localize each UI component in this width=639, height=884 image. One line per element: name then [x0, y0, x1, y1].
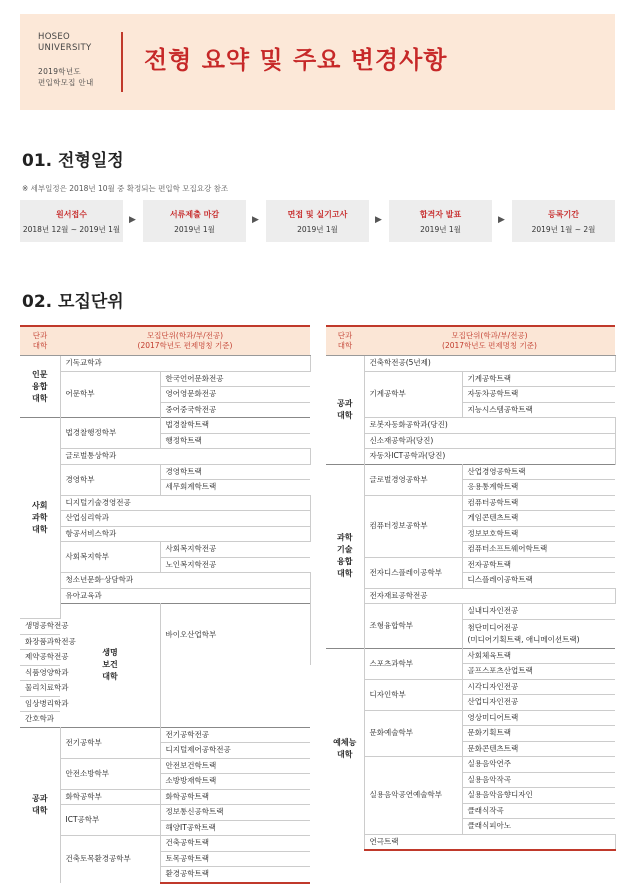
- table-row: [326, 433, 615, 449]
- track-cell: 안전보건학트랙: [160, 758, 310, 774]
- department-cell: 식품영양학과: [20, 665, 160, 681]
- table-row: [20, 836, 310, 852]
- table-row: [326, 834, 615, 850]
- step-title: 면접 및 실기고사: [287, 210, 348, 219]
- table-row: [326, 464, 615, 480]
- header-text: 대학: [32, 341, 48, 350]
- table-row: [20, 418, 310, 434]
- track-cell: 법경찰학트랙: [160, 418, 310, 434]
- recruitment-table-right: [326, 325, 616, 851]
- table-row: [20, 712, 310, 728]
- step-title: 등록기간: [548, 210, 579, 219]
- track-cell: 컴퓨터소프트웨어학트랙: [462, 542, 615, 558]
- table-row: [326, 449, 615, 465]
- department-cell: 자동차ICT공학과(당진): [364, 449, 615, 465]
- track-cell: 토목공학트랙: [160, 851, 310, 867]
- step-date: 2019년 1월: [420, 225, 461, 234]
- track-cell: 화장품과학전공: [20, 634, 60, 650]
- track-cell: 실용음악연주: [462, 757, 615, 773]
- track-cell: 디스플레이공학트랙: [462, 573, 615, 589]
- college-cell: 공과 대학: [20, 727, 60, 883]
- track-cell: 영어영문화전공: [160, 387, 310, 403]
- track-cell: 행정학트랙: [160, 433, 310, 449]
- recruitment-table-left: [20, 325, 310, 884]
- track-cell: 영상미디어트랙: [462, 710, 615, 726]
- department-cell: 전기공학부: [60, 727, 160, 758]
- track-cell: 사회복지학전공: [160, 542, 310, 558]
- track-cell: 환경공학트랙: [160, 867, 310, 883]
- table-row: [20, 758, 310, 774]
- arrow-right-icon: ▶: [375, 215, 382, 225]
- department-cell: 글로벌경영공학부: [364, 464, 462, 495]
- track-cell: 문화콘텐츠트랙: [462, 741, 615, 757]
- college-cell: 인문 융합 대학: [20, 356, 60, 418]
- table-row: [20, 789, 310, 805]
- track-cell: 컴퓨터공학트랙: [462, 495, 615, 511]
- department-cell: 어문학부: [60, 371, 160, 418]
- track-cell: 화학공학트랙: [160, 789, 310, 805]
- track-cell: 골프스포츠산업트랙: [462, 664, 615, 680]
- step-date: 2018년 12월 ~ 2019년 1월: [22, 225, 121, 234]
- department-cell: 로봇자동화공학과(당진): [364, 418, 615, 434]
- schedule-note: ※ 세부일정은 2018년 10월 중 확정되는 편입학 모집요강 참조: [22, 184, 229, 193]
- table-row: [326, 557, 615, 573]
- table-row: [20, 371, 310, 387]
- department-cell: 컴퓨터정보공학부: [364, 495, 462, 557]
- track-cell: 자동차공학트랙: [462, 387, 615, 403]
- track-cell: 지능시스템공학트랙: [462, 402, 615, 418]
- table-row: [326, 710, 615, 726]
- table-row: [20, 665, 310, 681]
- track-cell: 응용통계학트랙: [462, 480, 615, 496]
- department-cell: 전자디스플레이공학부: [364, 557, 462, 588]
- step-application: [20, 200, 123, 242]
- track-cell: 한국언어문화전공: [160, 371, 310, 387]
- table-row: [326, 757, 615, 773]
- table-row: [20, 681, 310, 697]
- table-row: [20, 573, 310, 589]
- step-date: 2019년 1월 ~ 2월: [531, 225, 596, 234]
- track-cell: 세무회계학트랙: [160, 480, 310, 496]
- department-cell: 항공서비스학과: [60, 526, 310, 542]
- arrow-right-icon: ▶: [252, 215, 259, 225]
- track-cell: 생명공학전공: [20, 619, 60, 635]
- header-banner: [20, 14, 615, 110]
- track-cell: 디지털제어공학전공: [160, 743, 310, 759]
- step-interview: [266, 200, 369, 242]
- step-announcement: [389, 200, 492, 242]
- section-title-schedule: 01. 전형일정: [22, 151, 124, 171]
- department-cell: 실용음악공연예술학부: [364, 757, 462, 835]
- step-document-deadline: [143, 200, 246, 242]
- department-cell: 글로벌통상학과: [60, 449, 310, 465]
- university-logo: [38, 32, 94, 88]
- track-cell: 전기공학전공: [160, 727, 310, 743]
- track-cell: 클래식작곡: [462, 803, 615, 819]
- track-cell: 산업경영공학트랙: [462, 464, 615, 480]
- table-row: [20, 511, 310, 527]
- table-row: [20, 449, 310, 465]
- department-cell: 기독교학과: [60, 356, 310, 372]
- department-cell: 연극트랙: [364, 834, 615, 850]
- arrow-right-icon: ▶: [129, 215, 136, 225]
- college-cell: 사회 과학 대학: [20, 418, 60, 619]
- track-cell: 제약공학전공: [20, 650, 60, 666]
- department-cell: 디지털기술경영전공: [60, 495, 310, 511]
- department-cell: 청소년문화·상담학과: [60, 573, 310, 589]
- department-cell: 경영학부: [60, 464, 160, 495]
- guide-year: 2019학년도: [38, 67, 81, 76]
- track-cell: 산업디자인전공: [462, 695, 615, 711]
- department-cell: ICT공학부: [60, 805, 160, 836]
- step-date: 2019년 1월: [297, 225, 338, 234]
- department-cell: 사회복지학부: [60, 542, 160, 573]
- track-cell: 게임콘텐츠트랙: [462, 511, 615, 527]
- track-cell: 정보통신공학트랙: [160, 805, 310, 821]
- department-cell: 신소재공학과(당진): [364, 433, 615, 449]
- department-cell: 물리치료학과: [20, 681, 160, 697]
- track-cell: 첨단미디어전공 (미디어기획트랙, 애니메이션트랙): [462, 619, 615, 648]
- table-row: [20, 464, 310, 480]
- arrow-right-icon: ▶: [498, 215, 505, 225]
- step-title: 서류제출 마감: [169, 210, 220, 219]
- track-cell: 실용음악음향디자인: [462, 788, 615, 804]
- col-header-college: [20, 326, 60, 356]
- table-row: [326, 679, 615, 695]
- header-text: 대학: [337, 341, 353, 350]
- table-row: [20, 495, 310, 511]
- department-cell: 문화예술학부: [364, 710, 462, 757]
- department-cell: 건축학전공(5년제): [364, 356, 615, 372]
- department-cell: 산업심리학과: [60, 511, 310, 527]
- guide-name: 편입학모집 안내: [38, 78, 94, 87]
- col-header-unit: [364, 326, 615, 356]
- track-cell: 해양IT공학트랙: [160, 820, 310, 836]
- department-cell: 건축토목환경공학부: [60, 836, 160, 883]
- track-cell: 문화기획트랙: [462, 726, 615, 742]
- track-cell: 실내디자인전공: [462, 604, 615, 620]
- section-title-units: 02. 모집단위: [22, 292, 124, 312]
- track-cell: 정보보호학트랙: [462, 526, 615, 542]
- table-row: [20, 542, 310, 558]
- track-cell: 건축공학트랙: [160, 836, 310, 852]
- track-cell: 클래식피아노: [462, 819, 615, 835]
- track-cell: 경영학트랙: [160, 464, 310, 480]
- table-row: [20, 588, 310, 604]
- track-cell: 중어중국학전공: [160, 402, 310, 418]
- header-text: 단과: [337, 331, 353, 340]
- table-row: [326, 495, 615, 511]
- track-cell: 실용음악작곡: [462, 772, 615, 788]
- table-row: [326, 604, 615, 620]
- table-row: [20, 604, 310, 619]
- table-row: [20, 727, 310, 743]
- department-cell: 유아교육과: [60, 588, 310, 604]
- department-cell: 바이오산업학부: [160, 604, 310, 666]
- table-row: [20, 526, 310, 542]
- table-row: [326, 648, 615, 664]
- step-title: 원서접수: [56, 210, 87, 219]
- track-cell: 소방방재학트랙: [160, 774, 310, 790]
- department-cell: 법경찰행정학부: [60, 418, 160, 449]
- brand-line-2: UNIVERSITY: [38, 43, 92, 53]
- table-row: [326, 371, 615, 387]
- department-cell: 조형융합학부: [364, 604, 462, 649]
- table-row: [326, 418, 615, 434]
- header-text: (2017학년도 편제명칭 기준): [442, 341, 537, 350]
- track-cell: 기계공학트랙: [462, 371, 615, 387]
- table-row: [326, 356, 615, 372]
- step-title: 합격자 발표: [419, 210, 462, 219]
- department-cell: 디자인학부: [364, 679, 462, 710]
- department-cell: 스포츠과학부: [364, 648, 462, 679]
- track-cell: 노인복지학전공: [160, 557, 310, 573]
- step-date: 2019년 1월: [174, 225, 215, 234]
- col-header-college: [326, 326, 364, 356]
- step-registration: [512, 200, 615, 242]
- header-divider: [121, 32, 123, 92]
- department-cell: 임상병리학과: [20, 696, 160, 712]
- schedule-steps: [20, 200, 615, 242]
- college-cell: 생명 보건 대학: [60, 604, 160, 728]
- department-cell: 간호학과: [20, 712, 160, 728]
- college-cell: 공과 대학: [326, 356, 364, 465]
- department-cell: 기계공학부: [364, 371, 462, 418]
- department-cell: 전자재료공학전공: [364, 588, 615, 604]
- brand-line-1: HOSEO: [38, 32, 71, 42]
- department-cell: 화학공학부: [60, 789, 160, 805]
- track-cell: 전자공학트랙: [462, 557, 615, 573]
- table-row: [20, 805, 310, 821]
- track-cell: 시각디자인전공: [462, 679, 615, 695]
- college-cell: 과학 기술 융합 대학: [326, 464, 364, 648]
- page-title: 전형 요약 및 주요 변경사항: [144, 46, 448, 74]
- table-row: [20, 696, 310, 712]
- college-cell: 예체능 대학: [326, 648, 364, 850]
- header-text: 모집단위(학과/부/전공): [451, 331, 528, 340]
- header-text: 모집단위(학과/부/전공): [146, 331, 224, 340]
- track-cell: 사회체육트랙: [462, 648, 615, 664]
- table-row: [20, 356, 310, 372]
- table-row: [326, 588, 615, 604]
- department-cell: 안전소방학부: [60, 758, 160, 789]
- header-text: 단과: [32, 331, 48, 340]
- col-header-unit: [60, 326, 310, 356]
- header-text: (2017학년도 편제명칭 기준): [137, 341, 233, 350]
